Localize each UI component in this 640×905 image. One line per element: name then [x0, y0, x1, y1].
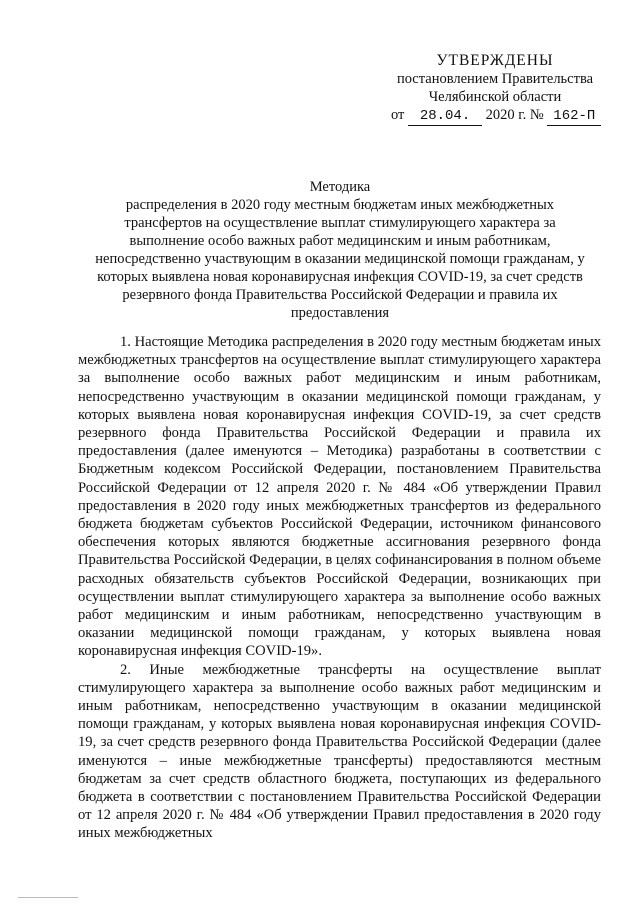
- document-title: [90, 178, 590, 322]
- title-heading: Методика: [309, 179, 371, 195]
- approval-heading: УТВЕРЖДЕНЫ: [436, 52, 554, 69]
- date-value: 28.04.: [408, 107, 482, 126]
- document-number: 162-П: [547, 107, 601, 126]
- approval-line-government: постановлением Правительства: [396, 71, 594, 87]
- approval-date-line: [385, 106, 605, 126]
- footer-divider: [18, 897, 78, 898]
- title-text: распределения в 2020 году местным бюджетам иных межбюджетных трансфертов на осуществление выплат стимулирующего характера за выполнение особо важных работ медицинским и иным работникам, непосредственно участвующим в оказании медицинской помощи гражданам, у которых выявлена новая коронавирусная инфекция COVID-19, за счет средств резервного фонда Правительства Российской Федерации и правила их предоставления: [95, 197, 585, 321]
- paragraph-2: 2. Иные межбюджетные трансферты на осуществление выплат стимулирующего характера за выполнение особо важных работ медицинским и иным работникам, непосредственно участвующим в оказании медицинской помощи гражданам, у которых выявлена новая коронавирусная инфекция COVID-19, за счет средств резервного фонда Правительства Российской Федерации (далее именуются – иные межбюджетные трансферты) предоставляются местным бюджетам за счет средств областного бюджета, поступающих из федерального бюджета в соответствии с постановлением Правительства Российской Федерации от 12 апреля 2020 г. № 484 «Об утверждении Правил предоставления в 2020 году иных межбюджетных: [78, 661, 601, 842]
- approval-block: [385, 52, 605, 126]
- approval-line-region: Челябинской области: [428, 89, 562, 105]
- document-body: [78, 333, 601, 843]
- date-prefix: от: [391, 107, 405, 123]
- paragraph-1: 1. Настоящие Методика распределения в 2020 году местным бюджетам иных межбюджетных трансфертов на осуществление выплат стимулирующего характера за выполнение особо важных работ медицинским и иным работникам, непосредственно участвующим в оказании медицинской помощи гражданам, у которых выявлена новая коронавирусная инфекция COVID-19, за счет средств резервного фонда Правительства Российской Федерации и правила их предоставления (далее именуются – Методика) разработаны в соответствии с Бюджетным кодексом Российской Федерации, постановлением Правительства Российской Федерации от 12 апреля 2020 г. № 484 «Об утверждении Правил предоставления в 2020 году иных межбюджетных трансфертов из федерального бюджета бюджетам субъектов Российской Федерации, источником финансового обеспечения которых являются бюджетные ассигнования резервного фонда Правительства Российской Федерации, в целях софинансирования в полном объеме расходных обязательств субъектов Российской Федерации, возникающих при осуществлении выплат стимулирующего характера за выполнение особо важных работ медицинским и иным работникам, непосредственно участвующим в оказании медицинской помощи гражданам, у которых выявлена новая коронавирусная инфекция COVID-19».: [78, 334, 601, 660]
- year-text: 2020 г. №: [485, 107, 544, 123]
